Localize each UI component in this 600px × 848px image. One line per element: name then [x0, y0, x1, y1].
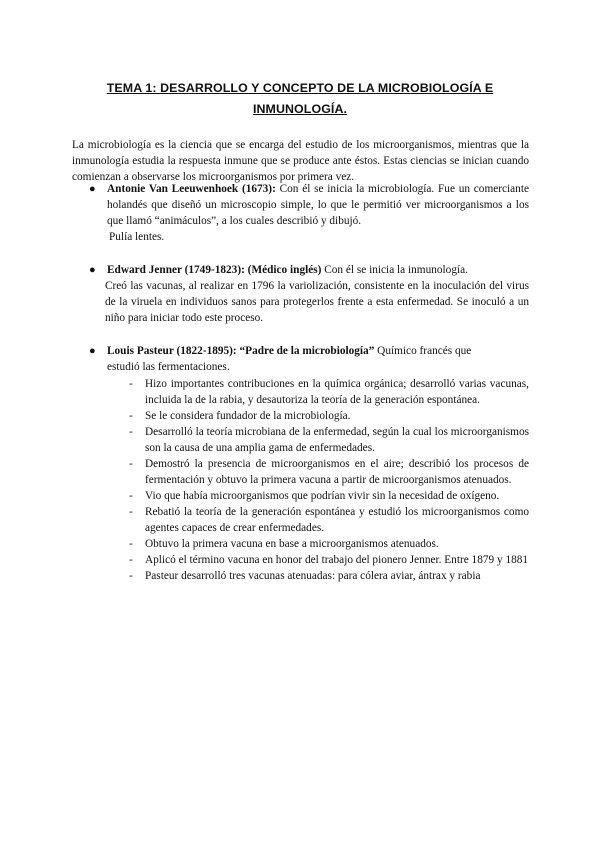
title-line-1: TEMA 1: DESARROLLO Y CONCEPTO DE LA MICROBIOLOGÍA E [106, 81, 494, 95]
dash-marker: - [129, 410, 133, 422]
entry-pasteur [72, 343, 529, 375]
entry-extra: estudió las fermentaciones. [107, 361, 230, 373]
entry-description: Químico francés que [374, 345, 472, 357]
dash-marker: - [129, 490, 133, 502]
list-item: - Hizo importantes contribuciones en la química orgánica; desarrolló varias vacunas, incluida la de la rabia, y desautoriza la teoría de la generación espontánea. [129, 378, 529, 406]
title-line-2: INMUNOLOGÍA. [252, 102, 348, 116]
entry-jenner [72, 262, 529, 326]
bullet-icon: ● [89, 183, 96, 195]
dash-marker: - [129, 570, 133, 582]
pasteur-contributions-list [72, 376, 529, 584]
list-item: - Demostró la presencia de microorganismos en el aire; describió los procesos de fermentación y obtuvo la primera vacuna a partir de microorganismos atenuados. [129, 458, 529, 486]
dash-marker: - [129, 378, 133, 390]
list-item: - Desarrolló la teoría microbiana de la enfermedad, según la cual los microorganismos son la causa de una amplia gama de enfermedades. [129, 426, 529, 454]
entry-text [107, 181, 529, 229]
entry-leeuwenhoek [72, 181, 529, 245]
list-item: - Se le considera fundador de la microbiología. [129, 410, 351, 422]
list-item: - Pasteur desarrolló tres vacunas atenuadas: para cólera aviar, ántrax y rabia [129, 570, 481, 582]
entry-text [107, 262, 529, 278]
entry-name: Louis Pasteur (1822-1895): “Padre de la microbiología” [107, 345, 375, 357]
list-item: - Aplicó el término vacuna en honor del trabajo del pionero Jenner. Entre 1879 y 1881 [129, 554, 529, 566]
entry-description: Con él se inicia la microbiología. Fue un comerciante holandés que diseñó un microscopio simple, lo que le permitió ver microorganismos a los que llamó “animáculos”, a los cuales describió y dibujó. [107, 183, 529, 227]
entry-extra: Creó las vacunas, al realizar en 1796 la variolización, consistente en la inoculación del virus de la viruela en individuos sanos para protegerlos frente a esta enfermedad. Se inoculó a un niño para iniciar todo este proceso. [105, 280, 529, 324]
entry-description: Con él se inicia la inmunología. [321, 264, 468, 276]
list-item: - Obtuvo la primera vacuna en base a microorganismos atenuados. [129, 538, 439, 550]
entry-name: Edward Jenner (1749-1823): (Médico inglés) [107, 264, 322, 276]
dash-marker: - [129, 554, 133, 566]
entry-name: Antonie Van Leeuwenhoek (1673): [107, 183, 276, 195]
entry-extra: Pulía lentes. [109, 231, 165, 243]
list-item: - Rebatió la teoría de la generación espontánea y estudió los microorganismos como agentes capaces de crear enfermedades. [129, 506, 529, 534]
bullet-icon: ● [89, 264, 96, 276]
dash-marker: - [129, 506, 133, 518]
intro-paragraph: La microbiología es la ciencia que se encarga del estudio de los microorganismos, mientras que la inmunología estudia la respuesta inmune que se produce ante éstos. Estas ciencias se inician cuando comienzan a observarse los microorganismos por primera vez. [72, 139, 529, 184]
list-item: - Vio que había microorganismos que podrían vivir sin la necesidad de oxígeno. [129, 490, 500, 502]
dash-marker: - [129, 426, 133, 438]
bullet-icon: ● [89, 345, 96, 357]
entry-text [107, 343, 529, 359]
dash-marker: - [129, 458, 133, 470]
dash-marker: - [129, 538, 133, 550]
document-title [60, 78, 540, 120]
